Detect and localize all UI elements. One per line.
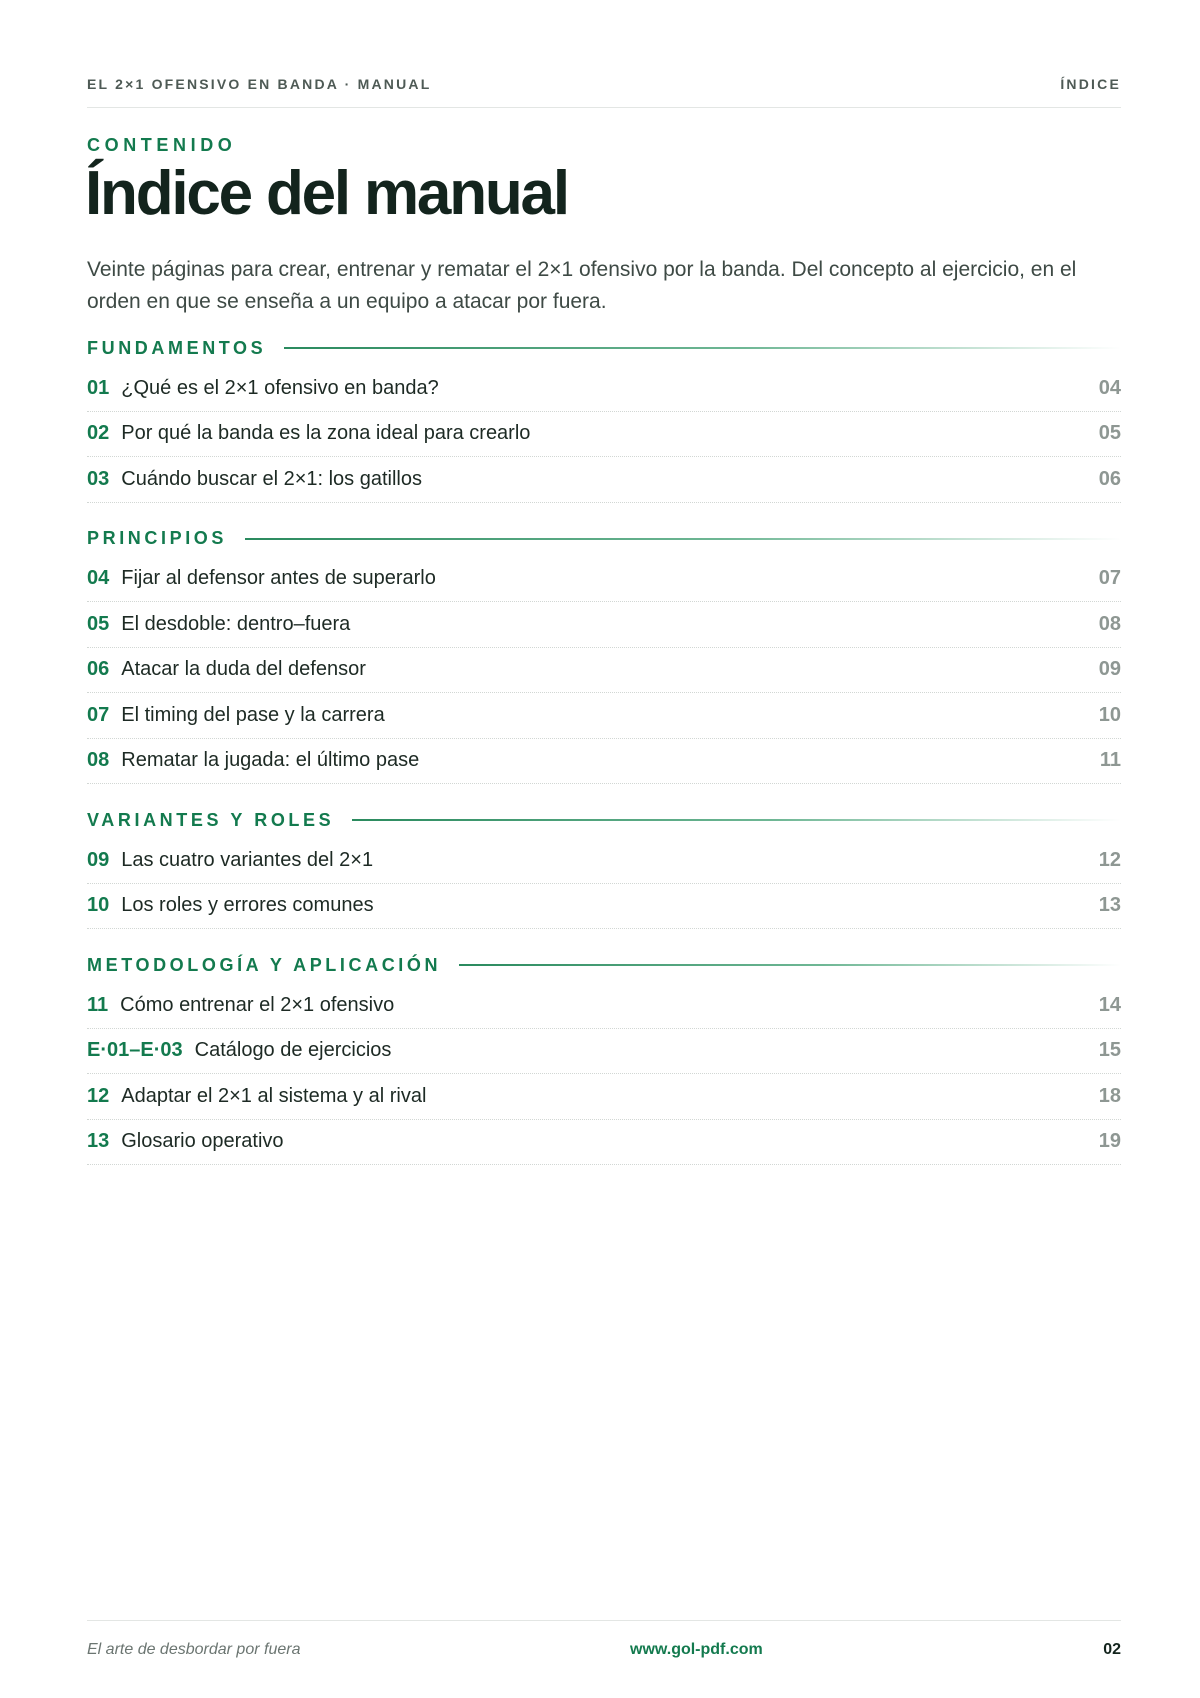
running-header-title: EL 2×1 OFENSIVO EN BANDA · MANUAL <box>87 76 432 92</box>
toc-entry[interactable] <box>87 884 1121 930</box>
toc-entry-page: 05 <box>1098 422 1121 445</box>
toc-entry-page: 08 <box>1098 612 1121 635</box>
toc-entry-page: 12 <box>1098 848 1121 871</box>
toc-section <box>87 951 1121 1165</box>
toc-entry-page: 09 <box>1098 658 1121 681</box>
toc-entry-title: Adaptar el 2×1 al sistema y al rival <box>121 1084 427 1107</box>
toc-entry-page: 18 <box>1098 1084 1121 1107</box>
toc-entry[interactable] <box>87 648 1121 694</box>
toc-entry-title: Cómo entrenar el 2×1 ofensivo <box>120 993 395 1016</box>
toc-entry[interactable] <box>87 693 1121 739</box>
section-divider-rule <box>284 347 1121 349</box>
toc-entry-title: Catálogo de ejercicios <box>194 1039 392 1062</box>
toc-entry[interactable] <box>87 602 1121 648</box>
toc-entry[interactable] <box>87 366 1121 412</box>
toc-entry-page: 06 <box>1098 467 1121 490</box>
toc-entry[interactable] <box>87 557 1121 603</box>
toc-section-label: METODOLOGÍA Y APLICACIÓN <box>87 954 442 975</box>
toc-section-header <box>87 806 1121 834</box>
toc-entry-title: El desdoble: dentro–fuera <box>121 612 351 635</box>
toc-section-label: VARIANTES Y ROLES <box>87 809 335 830</box>
toc-entry-number: 12 <box>87 1084 110 1107</box>
toc-section-header <box>87 951 1121 979</box>
toc-entry-number: 07 <box>87 703 110 726</box>
toc-entry-number: 04 <box>87 567 110 590</box>
toc-entry-title: El timing del pase y la carrera <box>121 703 385 726</box>
toc-entry-number: 10 <box>87 894 110 917</box>
toc-entry-title: Glosario operativo <box>121 1130 284 1153</box>
toc-entry-page: 19 <box>1098 1130 1121 1153</box>
toc-entry-title: Las cuatro variantes del 2×1 <box>121 848 374 871</box>
toc-entry-title: Los roles y errores comunes <box>121 894 374 917</box>
toc-entry-number: 13 <box>87 1130 110 1153</box>
eyebrow-label: CONTENIDO <box>87 135 237 155</box>
toc-entry-title: ¿Qué es el 2×1 ofensivo en banda? <box>121 376 439 399</box>
toc-section-header <box>87 525 1121 553</box>
toc-entry-page: 10 <box>1098 703 1121 726</box>
toc-entry-title: Atacar la duda del defensor <box>121 658 366 681</box>
table-of-contents <box>87 334 1121 1187</box>
page-title: Índice del manual <box>85 159 568 228</box>
toc-entry-page: 14 <box>1098 993 1121 1016</box>
lead-paragraph: Veinte páginas para crear, entrenar y rematar el 2×1 ofensivo por la banda. Del concepto al ejercicio, en el orden en que se enseña a un equipo a atacar por fuera. <box>87 258 1077 313</box>
toc-entry-title: Rematar la jugada: el último pase <box>121 749 420 772</box>
toc-section <box>87 334 1121 503</box>
toc-entry-number: 11 <box>87 993 109 1016</box>
page-footer <box>87 1620 1121 1670</box>
toc-section-label: FUNDAMENTOS <box>87 337 267 358</box>
footer-page-number: 02 <box>1103 1641 1121 1658</box>
toc-entry[interactable] <box>87 739 1121 785</box>
toc-entry-title: Por qué la banda es la zona ideal para crearlo <box>121 422 531 445</box>
section-divider-rule <box>459 964 1121 966</box>
toc-section-label: PRINCIPIOS <box>87 528 228 548</box>
toc-section <box>87 525 1121 785</box>
toc-entry-number: 03 <box>87 467 110 490</box>
toc-entry-page: 07 <box>1098 567 1121 590</box>
toc-entry-page: 11 <box>1099 749 1121 772</box>
toc-entry-number: 05 <box>87 612 110 635</box>
toc-entry-title: Fijar al defensor antes de superarlo <box>121 567 436 590</box>
toc-entry[interactable] <box>87 1074 1121 1120</box>
toc-entry-number: 06 <box>87 658 110 681</box>
toc-entry-page: 15 <box>1098 1039 1121 1062</box>
toc-entry[interactable] <box>87 983 1121 1029</box>
footer-tagline: El arte de desbordar por fuera <box>87 1641 301 1658</box>
section-divider-rule <box>245 538 1121 540</box>
toc-entry-page: 04 <box>1098 376 1121 399</box>
toc-entry[interactable] <box>87 412 1121 458</box>
toc-entry-title: Cuándo buscar el 2×1: los gatillos <box>121 467 422 490</box>
toc-entry-number: E·01–E·03 <box>87 1039 183 1062</box>
toc-entry-number: 08 <box>87 749 110 772</box>
toc-entry-page: 13 <box>1098 894 1121 917</box>
toc-section-header <box>87 334 1121 362</box>
toc-entry[interactable] <box>87 1120 1121 1166</box>
running-header-section: ÍNDICE <box>1060 76 1121 92</box>
toc-entry[interactable] <box>87 838 1121 884</box>
toc-entry-number: 02 <box>87 422 110 445</box>
footer-url-link[interactable]: www.gol-pdf.com <box>630 1641 763 1658</box>
toc-entry-number: 01 <box>87 376 110 399</box>
section-divider-rule <box>352 819 1121 821</box>
running-header <box>87 76 1121 108</box>
toc-entry[interactable] <box>87 457 1121 503</box>
toc-section <box>87 806 1121 929</box>
manual-page <box>87 0 1121 1698</box>
toc-entry-number: 09 <box>87 848 110 871</box>
toc-entry[interactable] <box>87 1029 1121 1075</box>
